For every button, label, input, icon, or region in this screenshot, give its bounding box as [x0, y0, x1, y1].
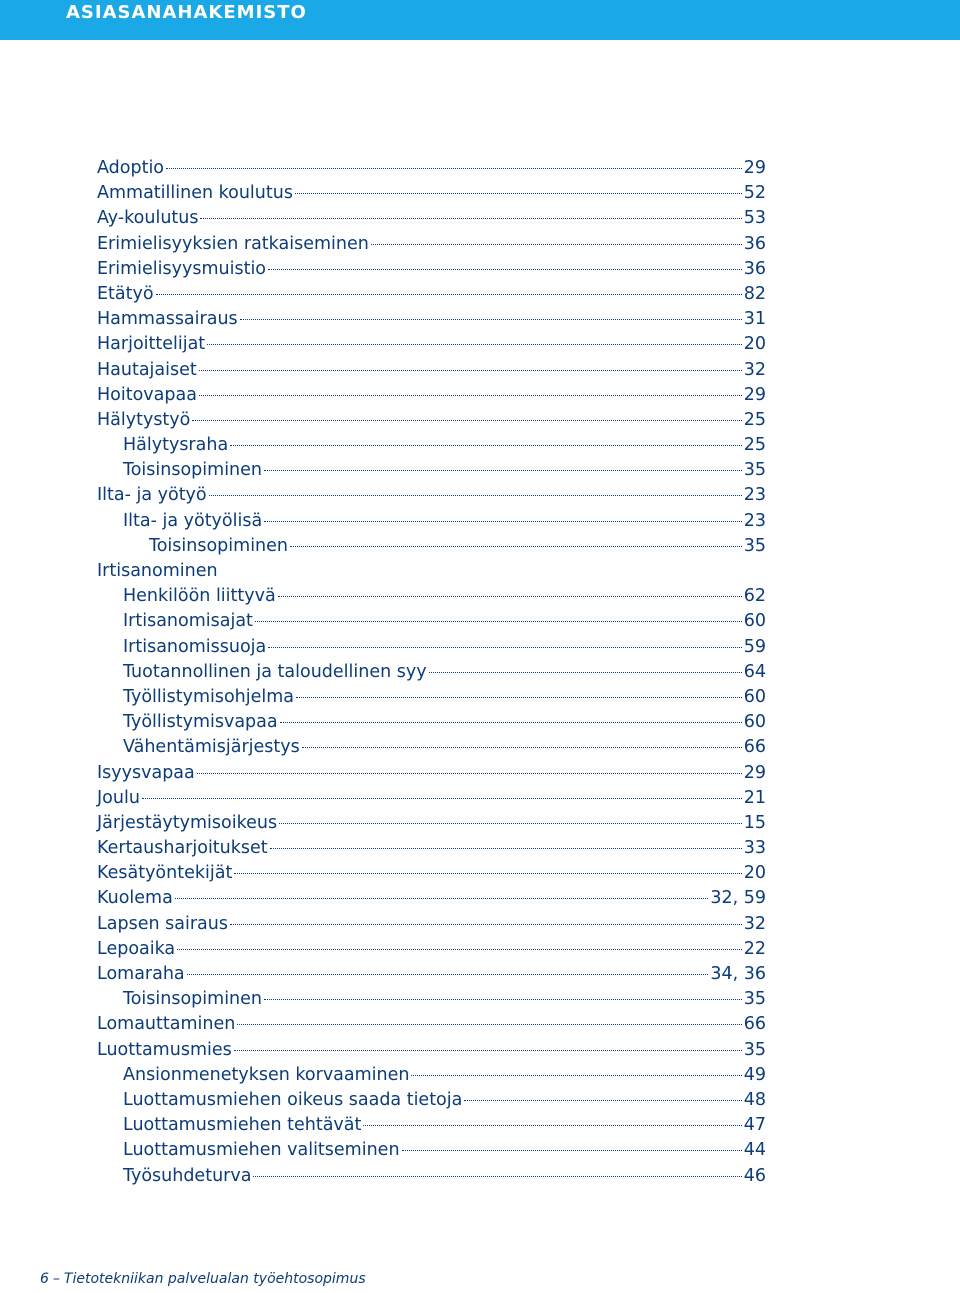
- index-entry: [97, 1113, 766, 1138]
- index-entry: [97, 458, 766, 483]
- index-page-number: 66: [743, 737, 766, 758]
- dot-leader: [240, 319, 742, 320]
- index-entry: [97, 836, 766, 861]
- index-term: Harjoittelijat: [97, 334, 206, 355]
- dot-leader: [270, 848, 742, 849]
- dot-leader: [166, 168, 742, 169]
- dot-leader: [363, 1125, 741, 1126]
- index-page-number: 35: [743, 1039, 766, 1060]
- index-page-number: 48: [743, 1089, 766, 1110]
- index-term: Lapsen sairaus: [97, 913, 228, 934]
- index-term: Hoitovapaa: [97, 384, 197, 405]
- dot-leader: [234, 873, 741, 874]
- index-page-number: 34, 36: [710, 964, 766, 984]
- index-entry: [97, 735, 766, 760]
- index-term: Ay-koulutus: [97, 208, 199, 229]
- dot-leader: [200, 218, 741, 219]
- index-term: Adoptio: [97, 158, 165, 178]
- index-term: Ansionmenetyksen korvaaminen: [123, 1064, 410, 1085]
- dot-leader: [268, 647, 741, 648]
- index-entry: [97, 886, 766, 911]
- index-page-number: 35: [743, 460, 766, 481]
- index-entry: [97, 206, 766, 231]
- index-entry: [97, 962, 766, 987]
- dot-leader: [234, 1050, 742, 1051]
- index-term: Kuolema: [97, 888, 173, 909]
- index-page-number: 20: [743, 334, 766, 355]
- index-page-number: 23: [743, 485, 766, 506]
- index-term: Erimielisyyksien ratkaiseminen: [97, 233, 369, 254]
- index-term: Luottamusmies: [97, 1039, 232, 1060]
- index-page-number: 22: [743, 938, 766, 959]
- index-page-number: 59: [743, 636, 766, 657]
- index-term: Ilta- ja yötyölisä: [123, 510, 263, 531]
- index-entry: [97, 534, 766, 559]
- dot-leader: [237, 1024, 741, 1025]
- index-term: Luottamusmiehen oikeus saada tietoja: [123, 1089, 463, 1110]
- index-page-number: 20: [743, 863, 766, 884]
- dot-leader: [280, 722, 742, 723]
- index-page-number: 64: [743, 661, 766, 682]
- dot-leader: [199, 395, 742, 396]
- index-term: Ammatillinen koulutus: [97, 183, 293, 204]
- index-entry: [97, 1088, 766, 1113]
- index-page-number: 32: [743, 913, 766, 934]
- index-term: Kertausharjoitukset: [97, 838, 268, 859]
- index-page-number: 25: [743, 409, 766, 430]
- index-page-number: 47: [743, 1115, 766, 1136]
- index-entry: [97, 1012, 766, 1037]
- index-page-number: 32: [743, 359, 766, 380]
- index-entry: [97, 358, 766, 383]
- index-page-number: 36: [743, 258, 766, 279]
- index-term: Irtisanomissuoja: [123, 636, 267, 657]
- index-term: Etätyö: [97, 283, 154, 304]
- dot-leader: [295, 193, 742, 194]
- index-page-number: 36: [743, 233, 766, 254]
- dot-leader: [264, 521, 742, 522]
- index-entry: [97, 181, 766, 206]
- index-entry: [97, 307, 766, 332]
- dot-leader: [197, 773, 742, 774]
- index-page-number: 29: [743, 384, 766, 405]
- index-entry: [97, 509, 766, 534]
- index-entry: [97, 433, 766, 458]
- index-page-number: 66: [743, 1014, 766, 1035]
- index-term: Tuotannollinen ja taloudellinen syy: [123, 661, 427, 682]
- dot-leader: [209, 495, 742, 496]
- dot-leader: [187, 974, 709, 975]
- dot-leader: [296, 697, 742, 698]
- dot-leader: [175, 898, 709, 899]
- dot-leader: [302, 747, 742, 748]
- dot-leader: [464, 1100, 741, 1101]
- index-entry: [97, 987, 766, 1012]
- dot-leader: [255, 621, 742, 622]
- index-entry: [97, 710, 766, 735]
- index-entry: [97, 861, 766, 886]
- index-page-number: 29: [743, 158, 766, 178]
- dot-leader: [264, 470, 742, 471]
- index-entry: [97, 1138, 766, 1163]
- index-entry: [97, 811, 766, 836]
- index-entry: [97, 282, 766, 307]
- index-entry: [97, 660, 766, 685]
- index-entry: [97, 1063, 766, 1088]
- index-term: Työllistymisvapaa: [123, 712, 278, 733]
- index-entry: [97, 912, 766, 937]
- dot-leader: [199, 370, 742, 371]
- index-term: Ilta- ja yötyö: [97, 485, 207, 506]
- index-page-number: 25: [743, 435, 766, 456]
- index-entry: [97, 761, 766, 786]
- index-page-number: 46: [743, 1165, 766, 1186]
- page-footer: [40, 1271, 366, 1287]
- index-page-number: 21: [743, 787, 766, 808]
- index-entry: [97, 609, 766, 634]
- index-term: Isyysvapaa: [97, 762, 195, 783]
- index-term: Työllistymisohjelma: [123, 686, 295, 707]
- dot-leader: [156, 294, 742, 295]
- index-page-number: 35: [743, 989, 766, 1010]
- index-term: Hammassairaus: [97, 309, 238, 330]
- index-page-number: 35: [743, 535, 766, 556]
- dot-leader: [177, 949, 742, 950]
- document-title: Tietotekniikan palvelualan työehtosopimus: [63, 1271, 366, 1287]
- index-term: Lomauttaminen: [97, 1014, 236, 1035]
- dot-leader: [429, 672, 742, 673]
- index-entry: [97, 1164, 766, 1189]
- dot-leader: [268, 269, 742, 270]
- page-number: 6: [40, 1271, 49, 1287]
- index-page-number: 53: [743, 208, 766, 229]
- index-page-number: 15: [743, 812, 766, 833]
- index-entry: [97, 786, 766, 811]
- index-entry: [97, 1038, 766, 1063]
- index-term: Lepoaika: [97, 938, 176, 959]
- index-page-number: 60: [743, 686, 766, 707]
- index-entry: [97, 685, 766, 710]
- index-page-number: 23: [743, 510, 766, 531]
- dot-leader: [290, 546, 742, 547]
- index-entry: [97, 232, 766, 257]
- index-term: Järjestäytymisoikeus: [97, 812, 278, 833]
- index-entry: [97, 483, 766, 508]
- dot-leader: [142, 798, 742, 799]
- index-page-number: 60: [743, 712, 766, 733]
- dot-leader: [230, 924, 742, 925]
- dot-leader: [402, 1150, 742, 1151]
- index-entry: [97, 383, 766, 408]
- footer-separator: –: [52, 1271, 60, 1287]
- index-entry: [97, 332, 766, 357]
- index-page-number: 49: [743, 1064, 766, 1085]
- index-page-number: 33: [743, 838, 766, 859]
- dot-leader: [279, 823, 742, 824]
- index-page-number: 29: [743, 762, 766, 783]
- index-entry: [97, 559, 766, 584]
- index-term: Hälytysraha: [123, 435, 229, 456]
- index-term: Luottamusmiehen tehtävät: [123, 1115, 362, 1136]
- index-page-number: 31: [743, 309, 766, 330]
- index-entry: [97, 156, 766, 181]
- dot-leader: [192, 420, 741, 421]
- index-term: Luottamusmiehen valitseminen: [123, 1140, 400, 1161]
- dot-leader: [207, 344, 742, 345]
- index-page-number: 60: [743, 611, 766, 632]
- dot-leader: [230, 445, 742, 446]
- index-entry: [97, 584, 766, 609]
- index-term: Lomaraha: [97, 964, 185, 984]
- index-page-number: 82: [743, 283, 766, 304]
- index-term: Erimielisyysmuistio: [97, 258, 267, 279]
- index-term: Irtisanomisajat: [123, 611, 253, 632]
- index-term: Kesätyöntekijät: [97, 863, 233, 884]
- dot-leader: [253, 1176, 741, 1177]
- index-term: Hautajaiset: [97, 359, 197, 380]
- index-page-number: 52: [743, 183, 766, 204]
- page-title: ASIASANAHAKEMISTO: [66, 2, 307, 23]
- dot-leader: [264, 999, 742, 1000]
- index-term: Henkilöön liittyvä: [123, 586, 276, 607]
- dot-leader: [278, 596, 742, 597]
- index-term: Vähentämisjärjestys: [123, 737, 300, 758]
- subject-index-list: [97, 156, 766, 1189]
- index-term: Toisinsopiminen: [149, 535, 289, 556]
- dot-leader: [411, 1075, 741, 1076]
- index-term: Joulu: [97, 787, 140, 808]
- index-term: Toisinsopiminen: [123, 460, 263, 481]
- index-entry: [97, 257, 766, 282]
- index-term: Irtisanominen: [97, 561, 218, 581]
- index-entry: [97, 635, 766, 660]
- index-entry: [97, 408, 766, 433]
- index-page-number: 62: [743, 586, 766, 607]
- index-term: Työsuhdeturva: [123, 1165, 252, 1186]
- index-term: Toisinsopiminen: [123, 989, 263, 1010]
- index-page-number: 44: [743, 1140, 766, 1161]
- index-entry: [97, 937, 766, 962]
- dot-leader: [371, 244, 742, 245]
- index-term: Hälytystyö: [97, 409, 191, 430]
- index-page-number: 32, 59: [710, 888, 766, 909]
